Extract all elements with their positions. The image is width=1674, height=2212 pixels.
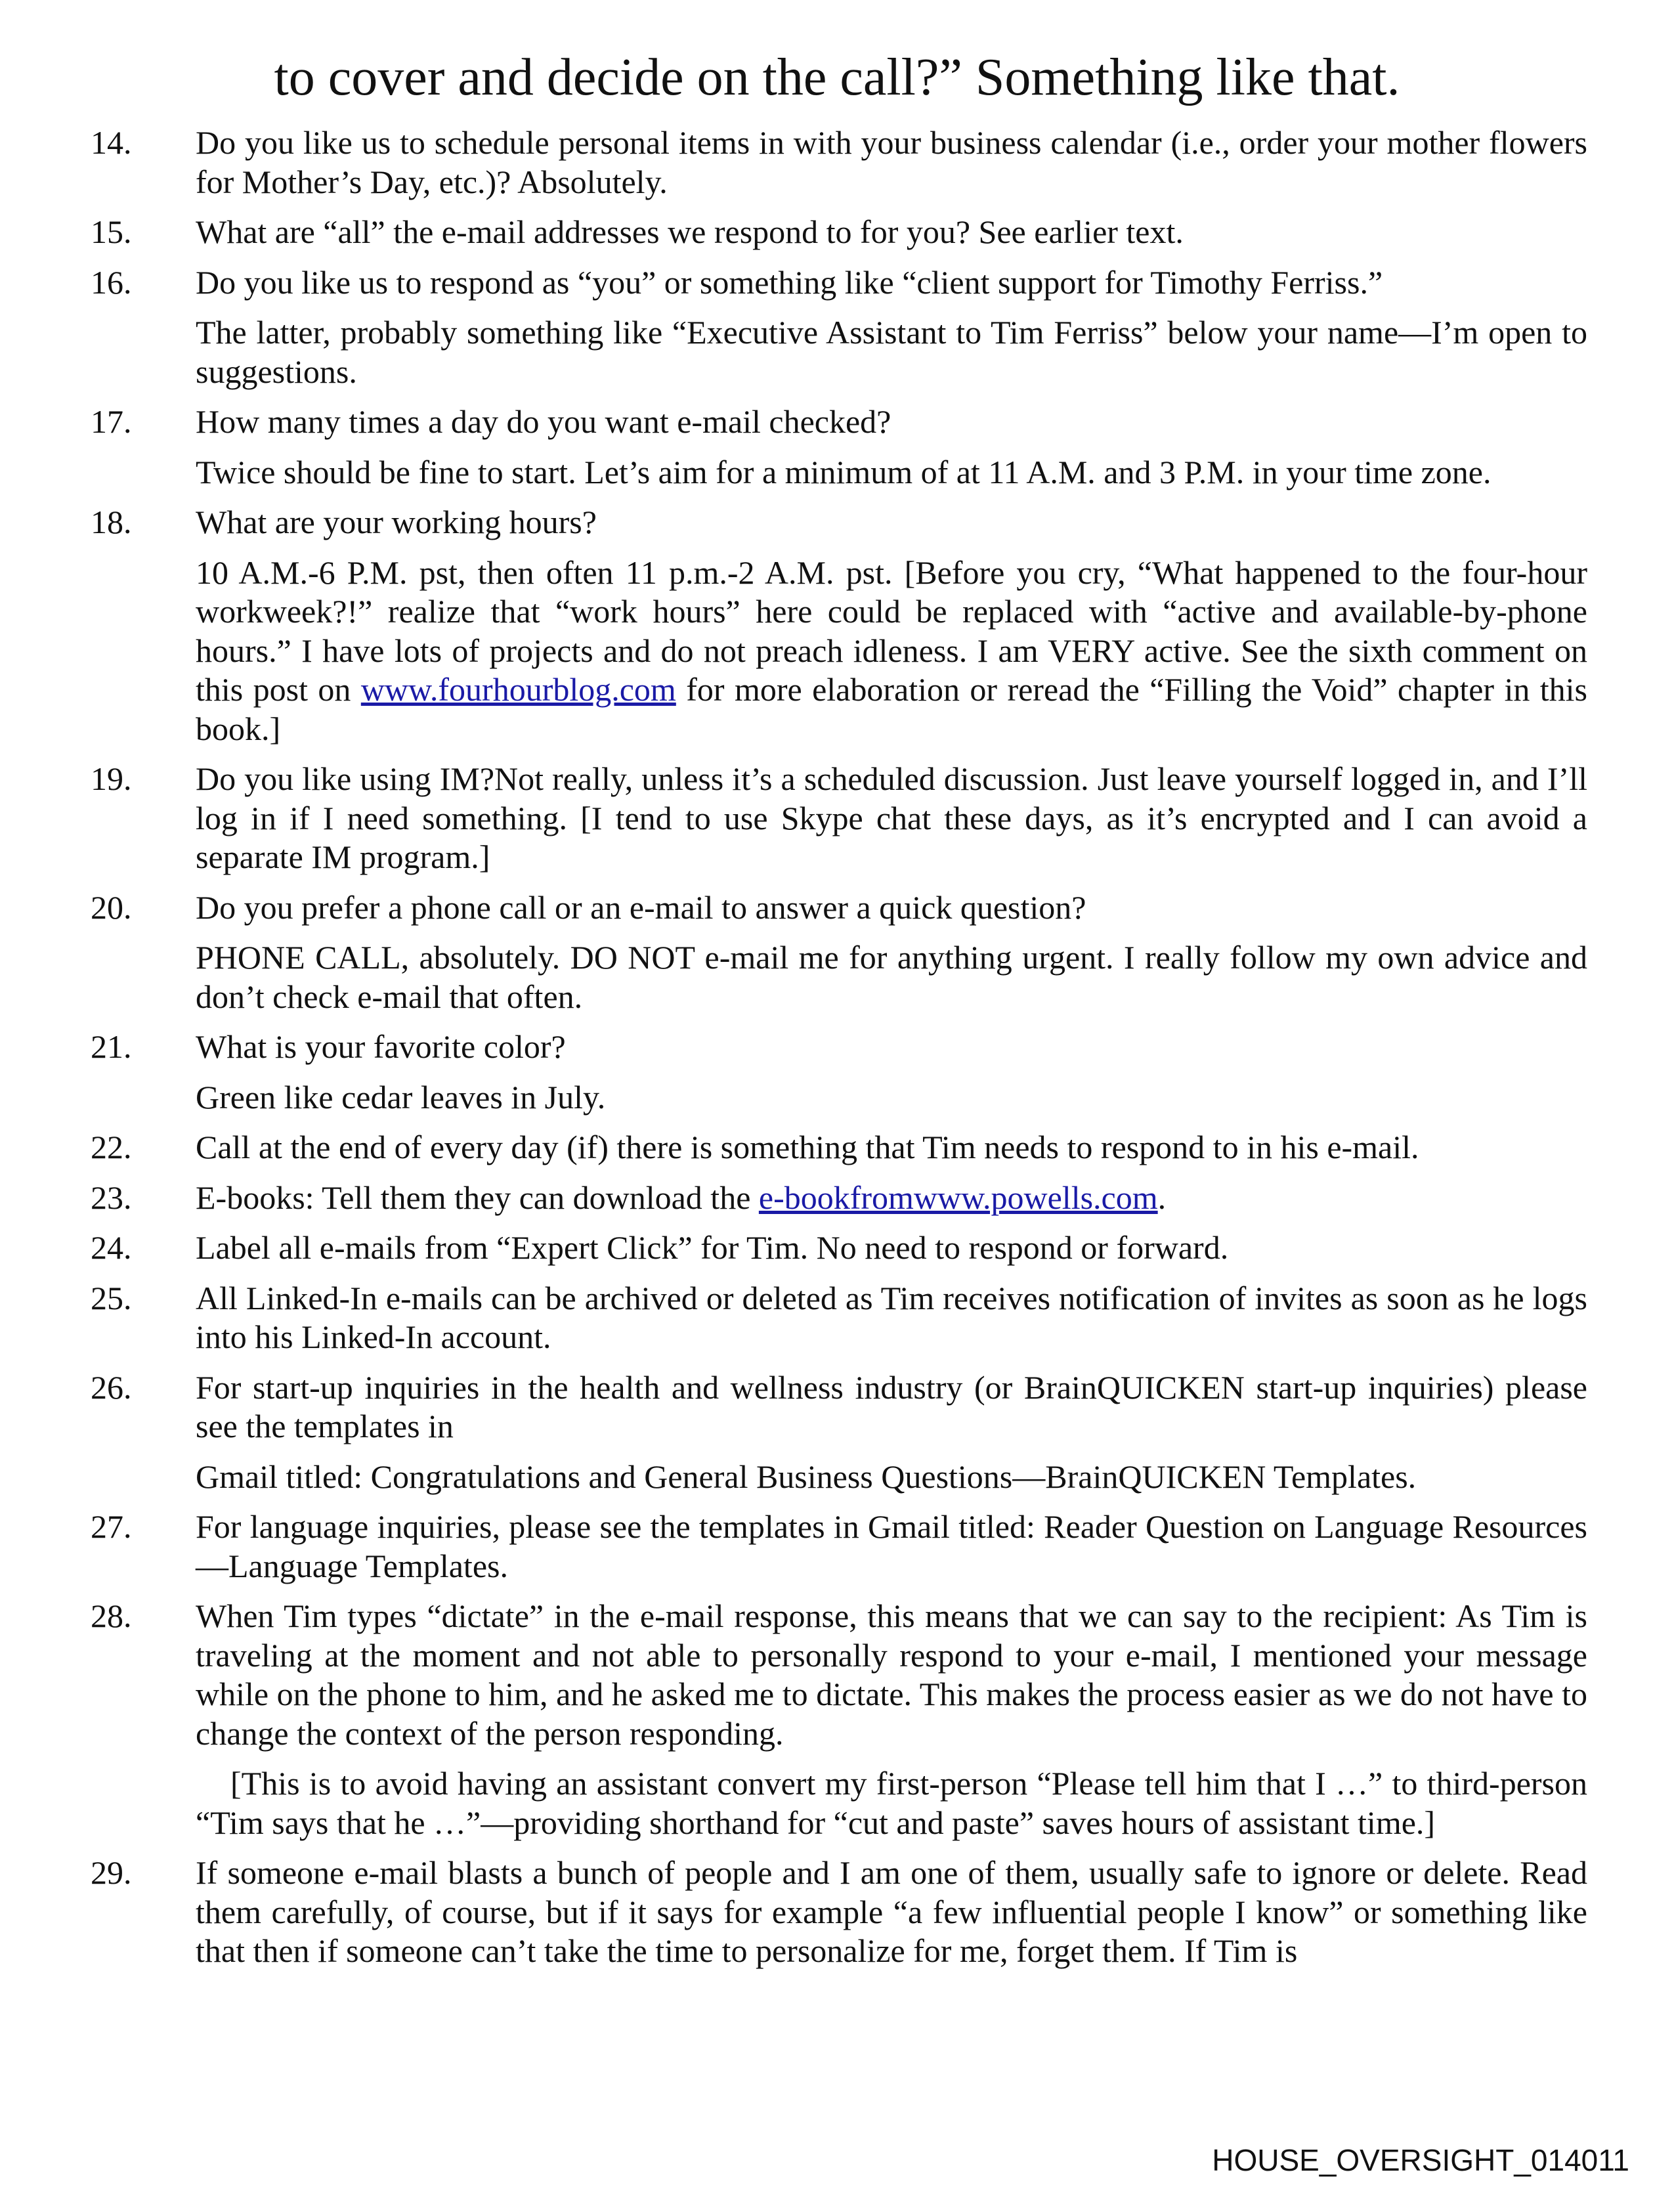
paragraph-text: What are your working hours? <box>196 504 597 540</box>
item-paragraph <box>196 1279 1587 1357</box>
item-paragraph <box>196 263 1587 303</box>
item-number: 19. <box>91 760 132 797</box>
paragraph-text: All Linked-In e-mails can be archived or deleted as Tim receives notification of invites as soon as he logs into his Linked-In account. <box>196 1279 1587 1355</box>
list-item <box>91 263 1587 392</box>
paragraph-text: What are “all” the e-mail addresses we respond to for you? See earlier text. <box>196 213 1184 250</box>
item-number: 14. <box>91 124 132 161</box>
item-paragraph <box>196 1028 1587 1067</box>
paragraph-text: Label all e-mails from “Expert Click” for Tim. No need to respond or forward. <box>196 1229 1229 1266</box>
paragraph-text: What is your favorite color? <box>196 1028 566 1065</box>
paragraph-text: For start-up inquiries in the health and wellness industry (or BrainQUICKEN start-up inquiries) please see the templates in <box>196 1368 1587 1444</box>
item-paragraph <box>196 503 1587 542</box>
item-paragraph <box>196 1128 1587 1167</box>
list-item <box>91 503 1587 748</box>
item-number: 27. <box>91 1508 132 1545</box>
paragraph-text: Call at the end of every day (if) there is something that Tim needs to respond to in his e-mail. <box>196 1129 1419 1165</box>
paragraph-text: PHONE CALL, absolutely. DO NOT e-mail me for anything urgent. I really follow my own advice and don’t check e-mail that often. <box>196 939 1587 1015</box>
item-number: 16. <box>91 263 132 301</box>
item-number: 23. <box>91 1179 132 1216</box>
item-paragraph <box>196 1368 1587 1446</box>
item-number: 22. <box>91 1129 132 1165</box>
numbered-list <box>91 123 1587 1982</box>
list-item <box>91 888 1587 1017</box>
item-paragraph <box>196 888 1587 928</box>
item-number: 24. <box>91 1229 132 1266</box>
list-item <box>91 1597 1587 1842</box>
item-number: 26. <box>91 1368 132 1406</box>
item-paragraph <box>196 1764 1587 1842</box>
list-item <box>91 1854 1587 1971</box>
paragraph-text: E-books: Tell them they can download the <box>196 1179 759 1216</box>
item-number: 20. <box>91 888 132 926</box>
list-item <box>91 1279 1587 1357</box>
item-number: 21. <box>91 1028 132 1065</box>
hyperlink[interactable]: e-bookfromwww.powells.com <box>758 1179 1158 1216</box>
item-paragraph <box>196 453 1587 492</box>
paragraph-text: Green like cedar leaves in July. <box>196 1078 606 1116</box>
paragraph-text: Gmail titled: Congratulations and General Business Questions—BrainQUICKEN Templates. <box>196 1458 1417 1495</box>
paragraph-text: Do you prefer a phone call or an e-mail to answer a quick question? <box>196 888 1086 926</box>
paragraph-text: 10 A.M.-6 P.M. pst, then often 11 p.m.-2 A.M. pst. [Before you cry, “What happened to the four-hour workweek?!” realize that “work hours” here could be replaced with “active and available-by-phone hours.” I have lots of projects and do not preach idleness. I am VERY active. See the sixth comment on this post on <box>196 553 1587 708</box>
list-item <box>91 402 1587 492</box>
item-paragraph <box>196 760 1587 877</box>
item-paragraph <box>196 553 1587 749</box>
item-paragraph <box>196 402 1587 442</box>
item-number: 25. <box>91 1279 132 1316</box>
item-number: 15. <box>91 213 132 250</box>
item-paragraph <box>196 1507 1587 1586</box>
item-paragraph <box>196 313 1587 391</box>
list-item <box>91 213 1587 252</box>
item-number: 18. <box>91 504 132 540</box>
list-item <box>91 1128 1587 1167</box>
list-item <box>91 760 1587 877</box>
list-item <box>91 123 1587 202</box>
paragraph-text: [This is to avoid having an assistant convert my first-person “Please tell him that I …” to third-person “Tim says that he …”—providing shorthand for “cut and paste” saves hours of assistant time.] <box>196 1765 1587 1841</box>
item-paragraph <box>196 123 1587 202</box>
paragraph-text: How many times a day do you want e-mail checked? <box>196 403 891 440</box>
paragraph-text: for more elaboration or reread the “Filling the Void” chapter in this book.] <box>196 671 1587 747</box>
paragraph-text: Twice should be fine to start. Let’s aim for a minimum of at 11 A.M. and 3 P.M. in your time zone. <box>196 453 1492 490</box>
list-item <box>91 1228 1587 1268</box>
paragraph-text: If someone e-mail blasts a bunch of people and I am one of them, usually safe to ignore or delete. Read them carefully, of course, but if it says for example “a few influential people I know” or something like that then if someone can’t take the time to personalize for me, forget them. If Tim is <box>196 1854 1587 1969</box>
item-number: 17. <box>91 403 132 440</box>
paragraph-text: Do you like us to respond as “you” or something like “client support for Timothy Ferriss.” <box>196 263 1383 301</box>
hyperlink[interactable]: www.fourhourblog.com <box>360 671 676 708</box>
list-item <box>91 1179 1587 1218</box>
item-number: 28. <box>91 1597 132 1634</box>
item-paragraph <box>196 1228 1587 1268</box>
paragraph-text: . <box>1157 1179 1167 1216</box>
list-item <box>91 1028 1587 1117</box>
paragraph-text: For language inquiries, please see the templates in Gmail titled: Reader Question on Language Resources—Language Templates. <box>196 1508 1587 1584</box>
item-paragraph <box>196 213 1587 252</box>
paragraph-text: When Tim types “dictate” in the e-mail response, this means that we can say to the recipient: As Tim is traveling at the moment and not able to personally respond to your e-mail, I mentioned your message while on the phone to him, and he asked me to dictate. This makes the process easier as we do not have to change the context of the person responding. <box>196 1597 1587 1752</box>
paragraph-text: Do you like using IM?Not really, unless it’s a scheduled discussion. Just leave yourself logged in, and I’ll log in if I need something. [I tend to use Skype chat these days, as it’s encrypted and I can avoid a separate IM program.] <box>196 760 1587 875</box>
item-paragraph <box>196 1078 1587 1117</box>
list-item <box>91 1507 1587 1586</box>
item-paragraph <box>196 1854 1587 1971</box>
page-heading-continuation: to cover and decide on the call?” Something like that. <box>274 49 1400 106</box>
item-paragraph <box>196 1458 1587 1497</box>
bates-stamp: HOUSE_OVERSIGHT_014011 <box>1212 2143 1629 2177</box>
item-paragraph <box>196 1179 1587 1218</box>
list-item <box>91 1368 1587 1497</box>
item-number: 29. <box>91 1854 132 1891</box>
item-paragraph <box>196 1597 1587 1753</box>
paragraph-text: Do you like us to schedule personal items in with your business calendar (i.e., order your mother flowers for Mother’s Day, etc.)? Absolutely. <box>196 124 1587 200</box>
paragraph-text: The latter, probably something like “Executive Assistant to Tim Ferriss” below your name—I’m open to suggestions. <box>196 314 1587 390</box>
item-paragraph <box>196 938 1587 1016</box>
